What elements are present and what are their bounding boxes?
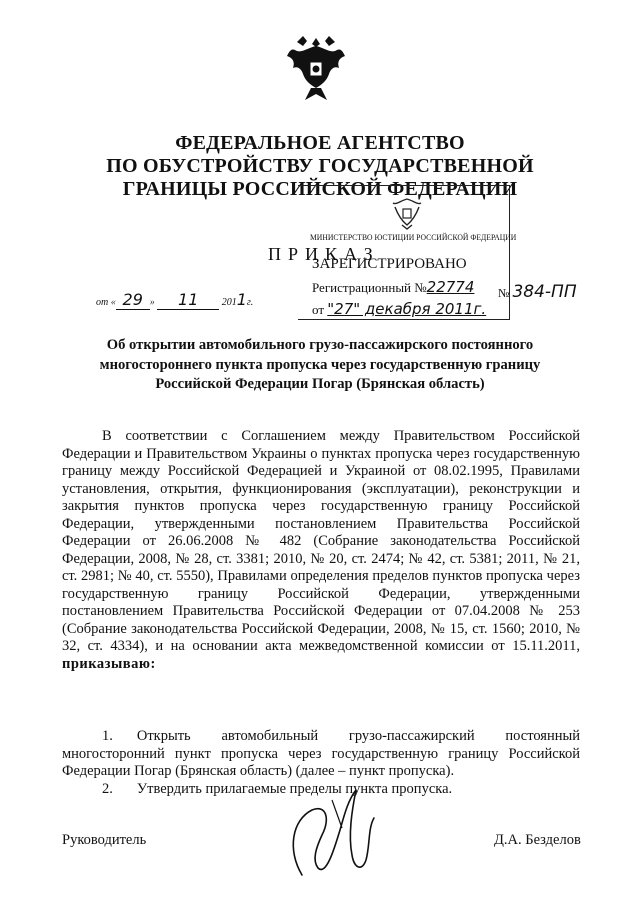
- order-number-label: №: [498, 286, 510, 300]
- stamp-reg-number: 22774: [426, 278, 475, 296]
- signatory-name: Д.А. Безделов: [494, 832, 581, 848]
- stamp-emblem-icon: [390, 195, 424, 231]
- order-year-suffix: 1: [236, 290, 247, 309]
- stamp-registered: ЗАРЕГИСТРИРОВАНО: [312, 256, 467, 272]
- stamp-date-row: [312, 300, 486, 318]
- order-month: 11: [157, 290, 219, 310]
- order-day: 29: [116, 290, 150, 310]
- item-number: 2.: [102, 781, 113, 797]
- coat-of-arms-emblem: [285, 32, 347, 104]
- preamble-paragraph: [62, 428, 580, 673]
- signatory-position: Руководитель: [62, 832, 147, 848]
- item-number: 1.: [102, 728, 113, 744]
- order-date-line: от « 29 » 11 2011г.: [96, 290, 254, 309]
- directive-word: приказываю:: [62, 655, 156, 672]
- order-number: 384-ПП: [512, 282, 577, 302]
- stamp-reg-date: "27" декабря 2011г.: [327, 300, 487, 318]
- agency-name-line-1: ФЕДЕРАЛЬНОЕ АГЕНТСТВО: [175, 132, 465, 154]
- agency-name-line-3: ГРАНИЦЫ РОССИЙСКОЙ ФЕДЕРАЦИИ: [122, 178, 518, 200]
- agency-name-line-2: ПО ОБУСТРОЙСТВУ ГОСУДАРСТВЕННОЙ: [106, 155, 534, 177]
- list-item-1: [62, 728, 580, 781]
- date-prefix: от: [96, 297, 109, 308]
- stamp-reg-number-row: [312, 278, 474, 296]
- order-number-row: [498, 282, 577, 302]
- order-year-g: г.: [246, 297, 254, 308]
- stamp-from-label: от: [312, 302, 325, 317]
- order-year-prefix: 201: [221, 297, 237, 308]
- item-text: Утвердить прилагаемые пределы пункта пропуска.: [136, 781, 453, 797]
- order-title: Об открытии автомобильного грузо-пассажирского постоянного многостороннего пункта пропуска через государственную границу Российской Федерации Погар (Брянская область): [99, 337, 541, 392]
- document-type: ПРИКАЗ: [268, 244, 380, 264]
- handwritten-signature: [282, 780, 402, 885]
- preamble-text: В соответствии с Соглашением между Правительством Российской Федерации и Правительством Украины о пунктах пропуска через государственную границу между Российской Федерацией и Украиной от 08.02.1995, Правилами установления, открытия, функционирования (эксплуатации), реконструкции и закрытия пунктов пропуска через государственную границу Российской Федерации, утвержденными постановлением Правительства Российской Федерации от 26.06.2008 № 482 (Собрание законодательства Российской Федерации, 2008, № 28, ст. 3381; 2010, № 20, ст. 2474; № 42, ст. 5381; 2011, № 21, ст. 2981; № 40, ст. 5550), Правилами определения пределов пунктов пропуска через государственную границу Российской Федерации, утвержденными постановлением Правительства Российской Федерации от 07.04.2008 № 253 (Собрание законодательства Российской Федерации, 2008, № 15, ст. 1560; 2010, № 32, ст. 4334), и на основании акта межведомственной комиссии от 15.11.2011,: [62, 428, 580, 654]
- item-text: Открыть автомобильный грузо-пассажирский постоянный многосторонний пункт пропуска через государственную границу Российской Федерации Погар (Брянская область) (далее – пункт пропуска).: [62, 728, 580, 779]
- stamp-ministry: МИНИСТЕРСТВО ЮСТИЦИИ РОССИЙСКОЙ ФЕДЕРАЦИИ: [310, 232, 517, 242]
- stamp-reg-label: Регистрационный №: [312, 280, 427, 295]
